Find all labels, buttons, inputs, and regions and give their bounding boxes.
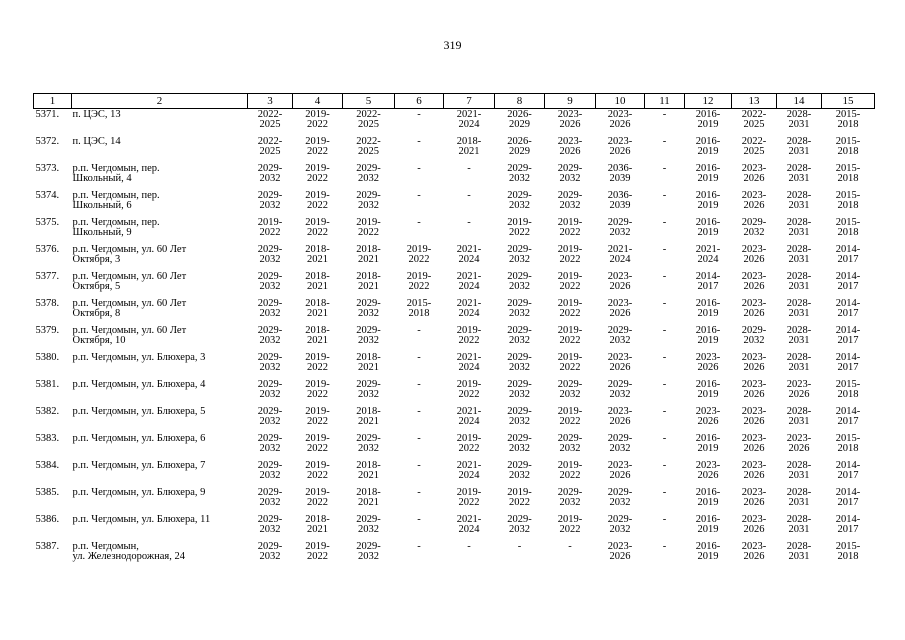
table-row xyxy=(34,298,875,325)
period-cell-col-11: - xyxy=(662,487,667,498)
period-cell-col-7: 2021- 2024 xyxy=(456,460,482,481)
period-cell-col-13: 2022- 2025 xyxy=(741,109,767,130)
period-cell-col-11: - xyxy=(662,379,667,390)
row-number: 5372. xyxy=(35,136,60,147)
period-cell-col-15: 2014- 2017 xyxy=(835,352,861,373)
period-cell-col-4: 2019- 2022 xyxy=(305,163,330,184)
period-cell-col-7: 2019- 2022 xyxy=(456,379,482,400)
period-cell-col-10: 2029- 2032 xyxy=(607,217,633,238)
period-cell-col-5: 2029- 2032 xyxy=(356,379,381,400)
period-cell-col-9: 2019- 2022 xyxy=(557,325,583,346)
period-cell-col-7: - xyxy=(467,541,471,552)
register-table xyxy=(33,93,875,572)
row-number: 5374. xyxy=(35,190,60,201)
period-cell-col-11: - xyxy=(662,514,667,525)
row-number: 5371. xyxy=(35,109,60,120)
table-row xyxy=(34,136,875,163)
period-cell-col-7: - xyxy=(467,217,471,228)
period-cell-col-11: - xyxy=(662,298,667,309)
period-cell-col-8: 2029- 2032 xyxy=(507,406,532,427)
period-cell-col-11: - xyxy=(662,163,667,174)
period-cell-col-13: 2023- 2026 xyxy=(741,271,767,292)
period-cell-col-8: 2029- 2032 xyxy=(507,352,532,373)
period-cell-col-15: 2014- 2017 xyxy=(835,298,861,319)
table-row xyxy=(34,541,875,572)
period-cell-col-3: 2022- 2025 xyxy=(257,136,283,157)
period-cell-col-15: 2015- 2018 xyxy=(835,190,861,211)
period-cell-col-15: 2014- 2017 xyxy=(835,325,861,346)
period-cell-col-11: - xyxy=(662,217,667,228)
period-cell-col-5: 2029- 2032 xyxy=(356,298,381,319)
period-cell-col-12: 2016- 2019 xyxy=(695,514,721,535)
period-cell-col-14: 2028- 2031 xyxy=(786,271,812,292)
period-cell-col-3: 2029- 2032 xyxy=(257,163,283,184)
page-number: 319 xyxy=(443,38,462,52)
table-row xyxy=(34,487,875,514)
period-cell-col-8: 2026- 2029 xyxy=(507,136,532,157)
period-cell-col-4: 2019- 2022 xyxy=(305,379,330,400)
table-row xyxy=(34,190,875,217)
period-cell-col-14: 2023- 2026 xyxy=(786,379,812,400)
period-cell-col-15: 2014- 2017 xyxy=(835,271,861,292)
period-cell-col-10: 2029- 2032 xyxy=(607,433,633,454)
period-cell-col-8: 2029- 2032 xyxy=(507,460,532,481)
period-cell-col-13: 2029- 2032 xyxy=(741,325,767,346)
table-row xyxy=(34,433,875,460)
period-cell-col-5: 2018- 2021 xyxy=(356,352,381,373)
period-cell-col-11: - xyxy=(662,433,667,444)
row-number: 5375. xyxy=(35,217,60,228)
table-row xyxy=(34,109,875,137)
period-cell-col-8: 2026- 2029 xyxy=(507,109,532,130)
period-cell-col-4: 2018- 2021 xyxy=(305,514,330,535)
period-cell-col-7: 2021- 2024 xyxy=(456,298,482,319)
period-cell-col-15: 2014- 2017 xyxy=(835,487,861,508)
row-number: 5377. xyxy=(35,271,60,282)
column-header-6: 6 xyxy=(395,94,444,109)
period-cell-col-9: 2029- 2032 xyxy=(557,163,583,184)
period-cell-col-12: 2023- 2026 xyxy=(695,352,721,373)
row-number: 5381. xyxy=(35,379,60,390)
period-cell-col-5: 2029- 2032 xyxy=(356,163,381,184)
row-number: 5380. xyxy=(35,352,60,363)
period-cell-col-5: 2029- 2032 xyxy=(356,514,381,535)
period-cell-col-6: 2015- 2018 xyxy=(406,298,432,319)
period-cell-col-8: 2029- 2032 xyxy=(507,298,532,319)
row-number: 5378. xyxy=(35,298,60,309)
table-row xyxy=(34,244,875,271)
column-header-10: 10 xyxy=(596,94,645,109)
column-header-1: 1 xyxy=(34,94,72,109)
period-cell-col-6: - xyxy=(417,487,421,498)
period-cell-col-8: 2029- 2032 xyxy=(507,190,532,211)
period-cell-col-12: 2014- 2017 xyxy=(695,271,721,292)
period-cell-col-4: 2019- 2022 xyxy=(305,217,330,238)
period-cell-col-7: 2021- 2024 xyxy=(456,514,482,535)
period-cell-col-14: 2028- 2031 xyxy=(786,244,812,265)
period-cell-col-6: - xyxy=(417,109,421,120)
period-cell-col-9: 2023- 2026 xyxy=(557,109,583,130)
period-cell-col-9: - xyxy=(568,541,572,552)
period-cell-col-9: 2019- 2022 xyxy=(557,406,583,427)
address-cell: р.п. Чегдомын, ул. Блюхера, 4 xyxy=(72,379,206,390)
column-header-3: 3 xyxy=(248,94,293,109)
table-row xyxy=(34,217,875,244)
period-cell-col-3: 2029- 2032 xyxy=(257,406,283,427)
period-cell-col-7: 2018- 2021 xyxy=(456,136,482,157)
table-row xyxy=(34,352,875,379)
period-cell-col-13: 2029- 2032 xyxy=(741,217,767,238)
period-cell-col-9: 2019- 2022 xyxy=(557,514,583,535)
column-header-12: 12 xyxy=(685,94,732,109)
column-header-9: 9 xyxy=(545,94,596,109)
column-header-15: 15 xyxy=(822,94,875,109)
period-cell-col-5: 2018- 2021 xyxy=(356,271,381,292)
address-cell: р.п. Чегдомын, пер. Школьный, 9 xyxy=(72,217,160,238)
period-cell-col-4: 2019- 2022 xyxy=(305,352,330,373)
period-cell-col-12: 2016- 2019 xyxy=(695,217,721,238)
period-cell-col-14: 2028- 2031 xyxy=(786,163,812,184)
address-cell: р.п. Чегдомын, ул. Блюхера, 9 xyxy=(72,487,206,498)
address-cell: р.п. Чегдомын, ул. Блюхера, 11 xyxy=(72,514,211,525)
row-number: 5373. xyxy=(35,163,60,174)
period-cell-col-8: 2029- 2032 xyxy=(507,163,532,184)
period-cell-col-7: 2021- 2024 xyxy=(456,352,482,373)
address-cell: р.п. Чегдомын, ул. 60 Лет Октября, 3 xyxy=(72,244,187,265)
period-cell-col-7: 2019- 2022 xyxy=(456,487,482,508)
period-cell-col-12: 2023- 2026 xyxy=(695,406,721,427)
period-cell-col-9: 2023- 2026 xyxy=(557,136,583,157)
period-cell-col-5: 2022- 2025 xyxy=(356,109,381,130)
row-number: 5384. xyxy=(35,460,60,471)
row-number: 5383. xyxy=(35,433,60,444)
period-cell-col-7: 2021- 2024 xyxy=(456,271,482,292)
period-cell-col-3: 2029- 2032 xyxy=(257,460,283,481)
table-row xyxy=(34,406,875,433)
row-number: 5386. xyxy=(35,514,60,525)
period-cell-col-3: 2029- 2032 xyxy=(257,325,283,346)
period-cell-col-7: 2021- 2024 xyxy=(456,109,482,130)
period-cell-col-11: - xyxy=(662,352,667,363)
table-row xyxy=(34,325,875,352)
table-row xyxy=(34,271,875,298)
period-cell-col-15: 2015- 2018 xyxy=(835,379,861,400)
period-cell-col-12: 2021- 2024 xyxy=(695,244,721,265)
table-row xyxy=(34,514,875,541)
period-cell-col-5: 2018- 2021 xyxy=(356,244,381,265)
column-header-7: 7 xyxy=(444,94,495,109)
period-cell-col-12: 2016- 2019 xyxy=(695,163,721,184)
period-cell-col-9: 2019- 2022 xyxy=(557,271,583,292)
period-cell-col-9: 2019- 2022 xyxy=(557,298,583,319)
period-cell-col-4: 2019- 2022 xyxy=(305,109,330,130)
period-cell-col-10: 2023- 2026 xyxy=(607,109,633,130)
period-cell-col-5: 2029- 2032 xyxy=(356,190,381,211)
column-header-11: 11 xyxy=(645,94,685,109)
period-cell-col-13: 2023- 2026 xyxy=(741,163,767,184)
period-cell-col-3: 2029- 2032 xyxy=(257,514,283,535)
period-cell-col-9: 2029- 2032 xyxy=(557,433,583,454)
header-row xyxy=(34,94,875,109)
period-cell-col-7: - xyxy=(467,163,471,174)
address-cell: р.п. Чегдомын, пер. Школьный, 6 xyxy=(72,190,160,211)
column-header-8: 8 xyxy=(495,94,545,109)
period-cell-col-4: 2019- 2022 xyxy=(305,433,330,454)
period-cell-col-9: 2019- 2022 xyxy=(557,352,583,373)
row-number: 5379. xyxy=(35,325,60,336)
period-cell-col-11: - xyxy=(662,541,667,552)
column-header-5: 5 xyxy=(343,94,395,109)
period-cell-col-5: 2022- 2025 xyxy=(356,136,381,157)
period-cell-col-14: 2028- 2031 xyxy=(786,514,812,535)
period-cell-col-8: 2029- 2032 xyxy=(507,433,532,454)
period-cell-col-3: 2029- 2032 xyxy=(257,379,283,400)
table-row xyxy=(34,163,875,190)
period-cell-col-14: 2028- 2031 xyxy=(786,406,812,427)
period-cell-col-14: 2028- 2031 xyxy=(786,217,812,238)
period-cell-col-13: 2023- 2026 xyxy=(741,379,767,400)
period-cell-col-10: 2029- 2032 xyxy=(607,379,633,400)
period-cell-col-6: - xyxy=(417,460,421,471)
period-cell-col-4: 2019- 2022 xyxy=(305,406,330,427)
period-cell-col-15: 2015- 2018 xyxy=(835,433,861,454)
period-cell-col-4: 2019- 2022 xyxy=(305,541,330,562)
period-cell-col-10: 2023- 2026 xyxy=(607,541,633,562)
table-row xyxy=(34,379,875,406)
period-cell-col-7: 2021- 2024 xyxy=(456,244,482,265)
period-cell-col-15: 2015- 2018 xyxy=(835,109,861,130)
column-header-13: 13 xyxy=(732,94,777,109)
period-cell-col-13: 2023- 2026 xyxy=(741,244,767,265)
period-cell-col-12: 2016- 2019 xyxy=(695,541,721,562)
period-cell-col-15: 2015- 2018 xyxy=(835,541,861,562)
period-cell-col-13: 2023- 2026 xyxy=(741,406,767,427)
period-cell-col-8: 2029- 2032 xyxy=(507,379,532,400)
period-cell-col-12: 2016- 2019 xyxy=(695,298,721,319)
period-cell-col-13: 2023- 2026 xyxy=(741,433,767,454)
period-cell-col-3: 2029- 2032 xyxy=(257,352,283,373)
period-cell-col-6: - xyxy=(417,406,421,417)
period-cell-col-10: 2023- 2026 xyxy=(607,298,633,319)
period-cell-col-10: 2036- 2039 xyxy=(607,190,633,211)
period-cell-col-6: - xyxy=(417,163,421,174)
period-cell-col-3: 2029- 2032 xyxy=(257,541,283,562)
period-cell-col-6: - xyxy=(417,136,421,147)
period-cell-col-5: 2018- 2021 xyxy=(356,460,381,481)
period-cell-col-14: 2023- 2026 xyxy=(786,433,812,454)
period-cell-col-3: 2029- 2032 xyxy=(257,190,283,211)
period-cell-col-6: - xyxy=(417,514,421,525)
address-cell: р.п. Чегдомын, ул. 60 Лет Октября, 5 xyxy=(72,271,187,292)
period-cell-col-15: 2014- 2017 xyxy=(835,244,861,265)
row-number: 5387. xyxy=(35,541,60,552)
period-cell-col-13: 2023- 2026 xyxy=(741,487,767,508)
period-cell-col-13: 2023- 2026 xyxy=(741,298,767,319)
period-cell-col-14: 2028- 2031 xyxy=(786,352,812,373)
period-cell-col-11: - xyxy=(662,325,667,336)
period-cell-col-11: - xyxy=(662,271,667,282)
period-cell-col-14: 2028- 2031 xyxy=(786,298,812,319)
period-cell-col-7: - xyxy=(467,190,471,201)
period-cell-col-15: 2014- 2017 xyxy=(835,406,861,427)
period-cell-col-10: 2029- 2032 xyxy=(607,514,633,535)
address-cell: р.п. Чегдомын, ул. Блюхера, 3 xyxy=(72,352,206,363)
address-cell: р.п. Чегдомын, пер. Школьный, 4 xyxy=(72,163,160,184)
address-cell: р.п. Чегдомын, ул. Блюхера, 7 xyxy=(72,460,206,471)
period-cell-col-11: - xyxy=(662,244,667,255)
period-cell-col-13: 2023- 2026 xyxy=(741,514,767,535)
period-cell-col-11: - xyxy=(662,406,667,417)
period-cell-col-7: 2019- 2022 xyxy=(456,325,482,346)
period-cell-col-7: 2021- 2024 xyxy=(456,406,482,427)
period-cell-col-8: 2029- 2032 xyxy=(507,325,532,346)
period-cell-col-9: 2019- 2022 xyxy=(557,217,583,238)
period-cell-col-12: 2016- 2019 xyxy=(695,433,721,454)
column-header-4: 4 xyxy=(293,94,343,109)
period-cell-col-4: 2019- 2022 xyxy=(305,190,330,211)
period-cell-col-10: 2023- 2026 xyxy=(607,271,633,292)
address-cell: р.п. Чегдомын, ул. Железнодорожная, 24 xyxy=(72,541,186,562)
period-cell-col-3: 2029- 2032 xyxy=(257,271,283,292)
period-cell-col-6: - xyxy=(417,352,421,363)
row-number: 5385. xyxy=(35,487,60,498)
table-header xyxy=(34,94,875,109)
period-cell-col-15: 2014- 2017 xyxy=(835,514,861,535)
period-cell-col-12: 2016- 2019 xyxy=(695,109,721,130)
period-cell-col-6: - xyxy=(417,379,421,390)
period-cell-col-6: - xyxy=(417,325,421,336)
period-cell-col-14: 2028- 2031 xyxy=(786,136,812,157)
column-header-2: 2 xyxy=(72,94,248,109)
period-cell-col-15: 2015- 2018 xyxy=(835,163,861,184)
address-cell: р.п. Чегдомын, ул. Блюхера, 5 xyxy=(72,406,206,417)
period-cell-col-10: 2023- 2026 xyxy=(607,136,633,157)
period-cell-col-5: 2019- 2022 xyxy=(356,217,381,238)
period-cell-col-15: 2015- 2018 xyxy=(835,136,861,157)
address-cell: р.п. Чегдомын, ул. 60 Лет Октября, 10 xyxy=(72,325,187,346)
period-cell-col-6: - xyxy=(417,217,421,228)
period-cell-col-15: 2015- 2018 xyxy=(835,217,861,238)
period-cell-col-14: 2028- 2031 xyxy=(786,487,812,508)
period-cell-col-5: 2029- 2032 xyxy=(356,325,381,346)
period-cell-col-14: 2028- 2031 xyxy=(786,460,812,481)
address-cell: п. ЦЭС, 14 xyxy=(72,136,121,147)
period-cell-col-12: 2016- 2019 xyxy=(695,190,721,211)
period-cell-col-13: 2023- 2026 xyxy=(741,541,767,562)
period-cell-col-9: 2019- 2022 xyxy=(557,244,583,265)
period-cell-col-9: 2029- 2032 xyxy=(557,379,583,400)
column-header-14: 14 xyxy=(777,94,822,109)
table-body xyxy=(34,109,875,573)
period-cell-col-5: 2018- 2021 xyxy=(356,406,381,427)
period-cell-col-6: 2019- 2022 xyxy=(406,271,432,292)
period-cell-col-3: 2029- 2032 xyxy=(257,244,283,265)
period-cell-col-14: 2028- 2031 xyxy=(786,190,812,211)
period-cell-col-3: 2019- 2022 xyxy=(257,217,283,238)
period-cell-col-8: 2029- 2032 xyxy=(507,271,532,292)
period-cell-col-12: 2023- 2026 xyxy=(695,460,721,481)
period-cell-col-11: - xyxy=(662,460,667,471)
period-cell-col-6: - xyxy=(417,433,421,444)
table-row xyxy=(34,460,875,487)
period-cell-col-9: 2019- 2022 xyxy=(557,460,583,481)
period-cell-col-5: 2029- 2032 xyxy=(356,541,381,562)
period-cell-col-6: 2019- 2022 xyxy=(406,244,432,265)
period-cell-col-11: - xyxy=(662,190,667,201)
period-cell-col-11: - xyxy=(662,109,667,120)
address-cell: п. ЦЭС, 13 xyxy=(72,109,121,120)
period-cell-col-8: 2019- 2022 xyxy=(507,217,532,238)
period-cell-col-12: 2016- 2019 xyxy=(695,487,721,508)
period-cell-col-14: 2028- 2031 xyxy=(786,541,812,562)
period-cell-col-8: 2019- 2022 xyxy=(507,487,532,508)
period-cell-col-11: - xyxy=(662,136,667,147)
period-cell-col-6: - xyxy=(417,190,421,201)
period-cell-col-9: 2029- 2032 xyxy=(557,190,583,211)
address-cell: р.п. Чегдомын, ул. 60 Лет Октября, 8 xyxy=(72,298,187,319)
period-cell-col-10: 2036- 2039 xyxy=(607,163,633,184)
period-cell-col-13: 2023- 2026 xyxy=(741,352,767,373)
period-cell-col-3: 2029- 2032 xyxy=(257,487,283,508)
period-cell-col-4: 2018- 2021 xyxy=(305,271,330,292)
period-cell-col-4: 2018- 2021 xyxy=(305,244,330,265)
period-cell-col-12: 2016- 2019 xyxy=(695,136,721,157)
period-cell-col-10: 2023- 2026 xyxy=(607,406,633,427)
row-number: 5382. xyxy=(35,406,60,417)
period-cell-col-10: 2029- 2032 xyxy=(607,487,633,508)
address-cell: р.п. Чегдомын, ул. Блюхера, 6 xyxy=(72,433,206,444)
period-cell-col-4: 2019- 2022 xyxy=(305,487,330,508)
period-cell-col-8: - xyxy=(517,541,522,552)
period-cell-col-4: 2019- 2022 xyxy=(305,460,330,481)
period-cell-col-15: 2014- 2017 xyxy=(835,460,861,481)
period-cell-col-5: 2018- 2021 xyxy=(356,487,381,508)
period-cell-col-10: 2023- 2026 xyxy=(607,352,633,373)
period-cell-col-3: 2029- 2032 xyxy=(257,433,283,454)
row-number: 5376. xyxy=(35,244,60,255)
period-cell-col-8: 2029- 2032 xyxy=(507,514,532,535)
period-cell-col-3: 2022- 2025 xyxy=(257,109,283,130)
period-cell-col-4: 2018- 2021 xyxy=(305,298,330,319)
period-cell-col-14: 2028- 2031 xyxy=(786,109,812,130)
period-cell-col-7: 2019- 2022 xyxy=(456,433,482,454)
period-cell-col-10: 2021- 2024 xyxy=(607,244,633,265)
period-cell-col-13: 2023- 2026 xyxy=(741,190,767,211)
period-cell-col-12: 2016- 2019 xyxy=(695,379,721,400)
period-cell-col-8: 2029- 2032 xyxy=(507,244,532,265)
period-cell-col-3: 2029- 2032 xyxy=(257,298,283,319)
period-cell-col-10: 2023- 2026 xyxy=(607,460,633,481)
period-cell-col-12: 2016- 2019 xyxy=(695,325,721,346)
period-cell-col-13: 2023- 2026 xyxy=(741,460,767,481)
period-cell-col-13: 2022- 2025 xyxy=(741,136,767,157)
period-cell-col-4: 2018- 2021 xyxy=(305,325,330,346)
period-cell-col-5: 2029- 2032 xyxy=(356,433,381,454)
period-cell-col-4: 2019- 2022 xyxy=(305,136,330,157)
period-cell-col-9: 2029- 2032 xyxy=(557,487,583,508)
period-cell-col-14: 2028- 2031 xyxy=(786,325,812,346)
period-cell-col-10: 2029- 2032 xyxy=(607,325,633,346)
period-cell-col-6: - xyxy=(417,541,421,552)
